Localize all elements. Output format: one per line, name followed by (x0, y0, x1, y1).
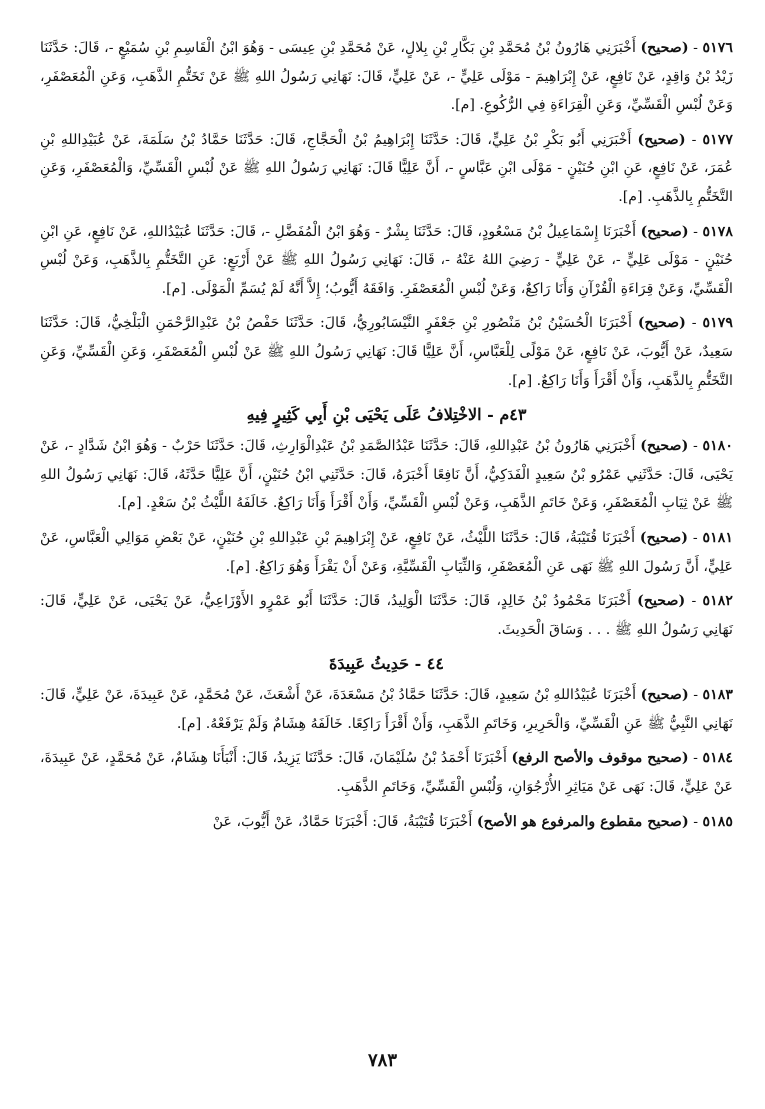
grade-label: (صحيح موقوف والأصح الرفع) (511, 750, 689, 767)
hadith-number: ٥١٨٣ (702, 687, 733, 704)
hadith-text: أَخْبَرَنِي هَارُونُ بْنُ عَبْدِاللهِ، قَالَ: حَدَّثَنَا عَبْدُالصَّمَدِ بْنُ عَبْدِالْوَارِثِ، قَالَ: حَدَّثَنَا حَرْبٌ - وَهُوَ ابْنُ شَدَّادٍ -، عَنْ يَحْيَى، قَالَ: حَدَّثَنِي عَمْرُو بْنُ سَعِيدٍ الْفَدَكِيُّ، أَنَّ نَافِعًا أَخْبَرَهُ، قَالَ: حَدَّثَنِي ابْنُ حُنَيْنٍ، أَنَّ عَلِيًّا حَدَّثَهُ، قَالَ: نَهَانِي رَسُولُ اللهِ ﷺ عَنْ ثِيَابِ الْمُعَصْفَرِ، وَعَنْ خَاتَمِ الذَّهَبِ، وَعَنْ لُبْسِ الْقَسِّيِّ، وَأَنْ أَقْرَأَ وَأَنَا رَاكِعٌ. خَالَفَهُ اللَّيْثُ بْنُ سَعْدٍ. [م]. (40, 438, 733, 512)
hadith-number: ٥١٧٦ (702, 40, 733, 56)
grade-label: (صحيح مقطوع والمرفوع هو الأصح) (476, 813, 689, 830)
grade-label: (صحيح) (639, 529, 688, 546)
grade-label: (صحيح) (640, 223, 689, 240)
grade-label: (صحيح) (640, 40, 689, 56)
hadith-text: أَخْبَرَنَا إِسْمَاعِيلُ بْنُ مَسْعُودٍ، قَالَ: حَدَّثَنَا بِشْرٌ - وَهُوَ ابْنُ الْمُفَضَّلِ -، قَالَ: حَدَّثَنَا عُبَيْدُاللهِ، عَنْ نَافِعٍ، عَنِ ابْنِ حُنَيْنٍ - مَوْلَى عَلِيٍّ -، عَنْ عَلِيٍّ - رَضِيَ اللهُ عَنْهُ -، قَالَ: نَهَانِي رَسُولُ اللهِ ﷺ عَنْ أَرْبَعٍ: عَنِ التَّخَتُّمِ بِالذَّهَبِ، وَعَنْ لُبْسِ الْقَسِّيِّ، وَعَنْ قِرَاءَةِ الْقُرْآنِ وَأَنَا رَاكِعٌ، وَعَنْ لُبْسِ الْمُعَصْفَرِ. وَافَقَهُ أَيُّوبُ؛ إِلاَّ أَنَّهُ لَمْ يُسَمِّ الْمَوْلَى. [م]. (40, 223, 733, 297)
hadith-5180: ٥١٨٠ - (صحيح) أَخْبَرَنِي هَارُونُ بْنُ عَبْدِاللهِ، قَالَ: حَدَّثَنَا عَبْدُالصَّمَدِ بْنُ عَبْدِالْوَارِثِ، قَالَ: حَدَّثَنَا حَرْبٌ - وَهُوَ ابْنُ شَدَّادٍ -، عَنْ يَحْيَى، قَالَ: حَدَّثَنِي عَمْرُو بْنُ سَعِيدٍ الْفَدَكِيُّ، أَنَّ نَافِعًا أَخْبَرَهُ، قَالَ: حَدَّثَنِي ابْنُ حُنَيْنٍ، أَنَّ عَلِيًّا حَدَّثَهُ، قَالَ: نَهَانِي رَسُولُ اللهِ ﷺ عَنْ ثِيَابِ الْمُعَصْفَرِ، وَعَنْ خَاتَمِ الذَّهَبِ، وَعَنْ لُبْسِ الْقَسِّيِّ، وَأَنْ أَقْرَأَ وَأَنَا رَاكِعٌ. خَالَفَهُ اللَّيْثُ بْنُ سَعْدٍ. [م]. (40, 438, 733, 512)
hadith-text: أَخْبَرَنَا قُتَيْبَةُ، قَالَ: أَخْبَرَنَا حَمَّادٌ، عَنْ أَيُّوبَ، عَنْ (212, 813, 473, 830)
hadith-number: ٥١٨٥ (702, 813, 733, 830)
hadith-5177: ٥١٧٧ - (صحيح) أَخْبَرَنِي أَبُو بَكْرِ بْنُ عَلِيٍّ، قَالَ: حَدَّثَنَا إِبْرَاهِيمُ بْنُ الْحَجَّاجِ، قَالَ: حَدَّثَنَا حَمَّادُ بْنُ سَلَمَةَ، عَنْ عُبَيْدِاللهِ بْنِ عُمَرَ، عَنْ نَافِعٍ، عَنِ ابْنِ حُنَيْنٍ - مَوْلَى ابْنِ عَبَّاسٍ -، أَنَّ عَلِيًّا قَالَ: نَهَانِي رَسُولُ اللهِ ﷺ عَنْ لُبْسِ الْقَسِّيِّ، وَالْمُعَصْفَرِ، وَعَنِ التَّخَتُّمِ بِالذَّهَبِ. [م]. (40, 131, 733, 205)
hadith-text: أَخْبَرَنِي هَارُونُ بْنُ مُحَمَّدِ بْنِ بَكَّارِ بْنِ بِلالٍ، عَنْ مُحَمَّدِ بْنِ عِيسَى - وَهُوَ ابْنُ الْقَاسِمِ بْنِ سُمَيْعٍ -، قَالَ: حَدَّثَنَا زَيْدُ بْنُ وَاقِدٍ، عَنْ نَافِعٍ، عَنْ إِبْرَاهِيمَ - مَوْلَى عَلِيٍّ -، عَنْ عَلِيٍّ، قَالَ: نَهَانِي رَسُولُ اللهِ ﷺ عَنْ تَخَتُّمِ الذَّهَبِ، وَعَنِ الْمُعَصْفَرِ، وَعَنْ لُبْسِ الْقَسِّيِّ، وَعَنِ الْقِرَاءَةِ فِي الرُّكُوعِ. [م]. (40, 40, 733, 114)
hadith-text: أَخْبَرَنَا مَحْمُودُ بْنُ خَالِدٍ، قَالَ: حَدَّثَنَا الْوَلِيدُ، قَالَ: حَدَّثَنَا أَبُو عَمْرٍو الأَوْزَاعِيُّ، عَنْ يَحْيَى، عَنْ عَلِيٍّ، قَالَ: نَهَانِي رَسُولُ اللهِ ﷺ . . . وَسَاقَ الْحَدِيثَ. (40, 593, 733, 638)
hadith-number: ٥١٨٢ (702, 593, 733, 610)
hadith-5182: ٥١٨٢ - (صحيح) أَخْبَرَنَا مَحْمُودُ بْنُ خَالِدٍ، قَالَ: حَدَّثَنَا الْوَلِيدُ، قَالَ: حَدَّثَنَا أَبُو عَمْرٍو الأَوْزَاعِيُّ، عَنْ يَحْيَى، عَنْ عَلِيٍّ، قَالَ: نَهَانِي رَسُولُ اللهِ ﷺ . . . وَسَاقَ الْحَدِيثَ. (40, 593, 733, 638)
hadith-5181: ٥١٨١ - (صحيح) أَخْبَرَنَا قُتَيْبَةُ، قَالَ: حَدَّثَنَا اللَّيْثُ، عَنْ نَافِعٍ، عَنْ إِبْرَاهِيمَ بْنِ عَبْدِاللهِ بْنِ حُنَيْنٍ، عَنْ بَعْضِ مَوَالِي الْعَبَّاسِ، عَنْ عَلِيٍّ، أَنَّ رَسُولَ اللهِ ﷺ نَهَى عَنِ الْمُعَصْفَرِ، وَالثِّيَابِ الْقَسِّيَّةِ، وَعَنْ أَنْ يَقْرَأَ وَهُوَ رَاكِعٌ. [م]. (40, 529, 733, 575)
section-heading-44: ٤٤ - حَدِيثُ عَبِيدَةَ (329, 654, 444, 674)
hadith-text: أَخْبَرَنَا قُتَيْبَةُ، قَالَ: حَدَّثَنَا اللَّيْثُ، عَنْ نَافِعٍ، عَنْ إِبْرَاهِيمَ بْنِ عَبْدِاللهِ بْنِ حُنَيْنٍ، عَنْ بَعْضِ مَوَالِي الْعَبَّاسِ، عَنْ عَلِيٍّ، أَنَّ رَسُولَ اللهِ ﷺ نَهَى عَنِ الْمُعَصْفَرِ، وَالثِّيَابِ الْقَسِّيَّةِ، وَعَنْ أَنْ يَقْرَأَ وَهُوَ رَاكِعٌ. [م]. (40, 529, 733, 575)
hadith-number: ٥١٧٧ (702, 131, 733, 148)
hadith-text: أَخْبَرَنَا الْحُسَيْنُ بْنُ مَنْصُورِ بْنِ جَعْفَرٍ النَّيْسَابُورِيُّ، قَالَ: حَدَّثَنَا حَفْصُ بْنُ عَبْدِالرَّحْمَنِ الْبَلْخِيُّ، قَالَ: حَدَّثَنَا سَعِيدٌ، عَنْ أَيُّوبَ، عَنْ نَافِعٍ، عَنْ مَوْلًى لِلْعَبَّاسِ، أَنَّ عَلِيًّا قَالَ: نَهَانِي رَسُولُ اللهِ ﷺ عَنْ لُبْسِ الْمُعَصْفَرِ، وَعَنِ الْقَسِّيِّ، وَعَنِ التَّخَتُّمِ بِالذَّهَبِ، وَأَنْ أَقْرَأَ وَأَنَا رَاكِعٌ. [م]. (40, 315, 733, 389)
hadith-number: ٥١٨١ (702, 529, 733, 546)
hadith-number: ٥١٧٨ (702, 223, 733, 240)
hadith-number: ٥١٨٤ (702, 750, 733, 767)
section-heading-43: ٤٣م - الاخْتِلافُ عَلَى يَحْيَى بْنِ أَبِي كَثِيرٍ فِيهِ (246, 405, 527, 425)
hadith-number: ٥١٨٠ (702, 438, 733, 455)
hadith-5183: ٥١٨٣ - (صحيح) أَخْبَرَنَا عُبَيْدُاللهِ بْنُ سَعِيدٍ، قَالَ: حَدَّثَنَا حَمَّادُ بْنُ مَسْعَدَةَ، عَنْ أَشْعَثَ، عَنْ مُحَمَّدٍ، عَنْ عَبِيدَةَ، عَنْ عَلِيٍّ، قَالَ: نَهَانِي النَّبِيُّ ﷺ عَنِ الْقَسِّيِّ، وَالْحَرِيرِ، وَخَاتَمِ الذَّهَبِ، وَأَنْ أَقْرَأَ رَاكِعًا. خَالَفَهُ هِشَامٌ وَلَمْ يَرْفَعْهُ. [م]. (40, 687, 733, 732)
hadith-5179: ٥١٧٩ - (صحيح) أَخْبَرَنَا الْحُسَيْنُ بْنُ مَنْصُورِ بْنِ جَعْفَرٍ النَّيْسَابُورِيُّ، قَالَ: حَدَّثَنَا حَفْصُ بْنُ عَبْدِالرَّحْمَنِ الْبَلْخِيُّ، قَالَ: حَدَّثَنَا سَعِيدٌ، عَنْ أَيُّوبَ، عَنْ نَافِعٍ، عَنْ مَوْلًى لِلْعَبَّاسِ، أَنَّ عَلِيًّا قَالَ: نَهَانِي رَسُولُ اللهِ ﷺ عَنْ لُبْسِ الْمُعَصْفَرِ، وَعَنِ الْقَسِّيِّ، وَعَنِ التَّخَتُّمِ بِالذَّهَبِ، وَأَنْ أَقْرَأَ وَأَنَا رَاكِعٌ. [م]. (40, 315, 733, 389)
grade-label: (صحيح) (640, 438, 689, 455)
grade-label: (صحيح) (637, 315, 686, 332)
page-content (40, 34, 733, 842)
grade-label: (صحيح) (640, 687, 689, 704)
hadith-text: أَخْبَرَنِي أَبُو بَكْرِ بْنُ عَلِيٍّ، قَالَ: حَدَّثَنَا إِبْرَاهِيمُ بْنُ الْحَجَّاجِ، قَالَ: حَدَّثَنَا حَمَّادُ بْنُ سَلَمَةَ، عَنْ عُبَيْدِاللهِ بْنِ عُمَرَ، عَنْ نَافِعٍ، عَنِ ابْنِ حُنَيْنٍ - مَوْلَى ابْنِ عَبَّاسٍ -، أَنَّ عَلِيًّا قَالَ: نَهَانِي رَسُولُ اللهِ ﷺ عَنْ لُبْسِ الْقَسِّيِّ، وَالْمُعَصْفَرِ، وَعَنِ التَّخَتُّمِ بِالذَّهَبِ. [م]. (40, 131, 733, 205)
hadith-5185: ٥١٨٥ - (صحيح مقطوع والمرفوع هو الأصح) أَخْبَرَنَا قُتَيْبَةُ، قَالَ: أَخْبَرَنَا حَمَّادٌ، عَنْ أَيُّوبَ، عَنْ (212, 813, 733, 830)
hadith-5184: ٥١٨٤ - (صحيح موقوف والأصح الرفع) أَخْبَرَنَا أَحْمَدُ بْنُ سُلَيْمَانَ، قَالَ: حَدَّثَنَا يَزِيدُ، قَالَ: أَنْبَأَنَا هِشَامٌ، عَنْ مُحَمَّدٍ، عَنْ عَبِيدَةَ، عَنْ عَلِيٍّ، قَالَ: نَهَى عَنْ مَيَاثِرِ الأُرْجُوَانِ، وَلُبْسِ الْقَسِّيِّ، وَخَاتَمِ الذَّهَبِ. (40, 750, 733, 796)
hadith-text: أَخْبَرَنَا عُبَيْدُاللهِ بْنُ سَعِيدٍ، قَالَ: حَدَّثَنَا حَمَّادُ بْنُ مَسْعَدَةَ، عَنْ أَشْعَثَ، عَنْ مُحَمَّدٍ، عَنْ عَبِيدَةَ، عَنْ عَلِيٍّ، قَالَ: نَهَانِي النَّبِيُّ ﷺ عَنِ الْقَسِّيِّ، وَالْحَرِيرِ، وَخَاتَمِ الذَّهَبِ، وَأَنْ أَقْرَأَ رَاكِعًا. خَالَفَهُ هِشَامٌ وَلَمْ يَرْفَعْهُ. [م]. (40, 687, 733, 732)
hadith-number: ٥١٧٩ (702, 315, 733, 332)
hadith-5178: ٥١٧٨ - (صحيح) أَخْبَرَنَا إِسْمَاعِيلُ بْنُ مَسْعُودٍ، قَالَ: حَدَّثَنَا بِشْرٌ - وَهُوَ ابْنُ الْمُفَضَّلِ -، قَالَ: حَدَّثَنَا عُبَيْدُاللهِ، عَنْ نَافِعٍ، عَنِ ابْنِ حُنَيْنٍ - مَوْلَى عَلِيٍّ -، عَنْ عَلِيٍّ - رَضِيَ اللهُ عَنْهُ -، قَالَ: نَهَانِي رَسُولُ اللهِ ﷺ عَنْ أَرْبَعٍ: عَنِ التَّخَتُّمِ بِالذَّهَبِ، وَعَنْ لُبْسِ الْقَسِّيِّ، وَعَنْ قِرَاءَةِ الْقُرْآنِ وَأَنَا رَاكِعٌ، وَعَنْ لُبْسِ الْمُعَصْفَرِ. وَافَقَهُ أَيُّوبُ؛ إِلاَّ أَنَّهُ لَمْ يُسَمِّ الْمَوْلَى. [م]. (40, 223, 733, 297)
grade-label: (صحيح) (637, 131, 686, 148)
page-number: ٧٨٣ (367, 1050, 397, 1071)
hadith-5176: ٥١٧٦ - (صحيح) أَخْبَرَنِي هَارُونُ بْنُ مُحَمَّدِ بْنِ بَكَّارِ بْنِ بِلالٍ، عَنْ مُحَمَّدِ بْنِ عِيسَى - وَهُوَ ابْنُ الْقَاسِمِ بْنِ سُمَيْعٍ -، قَالَ: حَدَّثَنَا زَيْدُ بْنُ وَاقِدٍ، عَنْ نَافِعٍ، عَنْ إِبْرَاهِيمَ - مَوْلَى عَلِيٍّ -، عَنْ عَلِيٍّ، قَالَ: نَهَانِي رَسُولُ اللهِ ﷺ عَنْ تَخَتُّمِ الذَّهَبِ، وَعَنِ الْمُعَصْفَرِ، وَعَنْ لُبْسِ الْقَسِّيِّ، وَعَنِ الْقِرَاءَةِ فِي الرُّكُوعِ. [م]. (40, 40, 733, 114)
hadith-text: أَخْبَرَنَا أَحْمَدُ بْنُ سُلَيْمَانَ، قَالَ: حَدَّثَنَا يَزِيدُ، قَالَ: أَنْبَأَنَا هِشَامٌ، عَنْ مُحَمَّدٍ، عَنْ عَبِيدَةَ، عَنْ عَلِيٍّ، قَالَ: نَهَى عَنْ مَيَاثِرِ الأُرْجُوَانِ، وَلُبْسِ الْقَسِّيِّ، وَخَاتَمِ الذَّهَبِ. (40, 750, 733, 796)
grade-label: (صحيح) (637, 593, 686, 610)
